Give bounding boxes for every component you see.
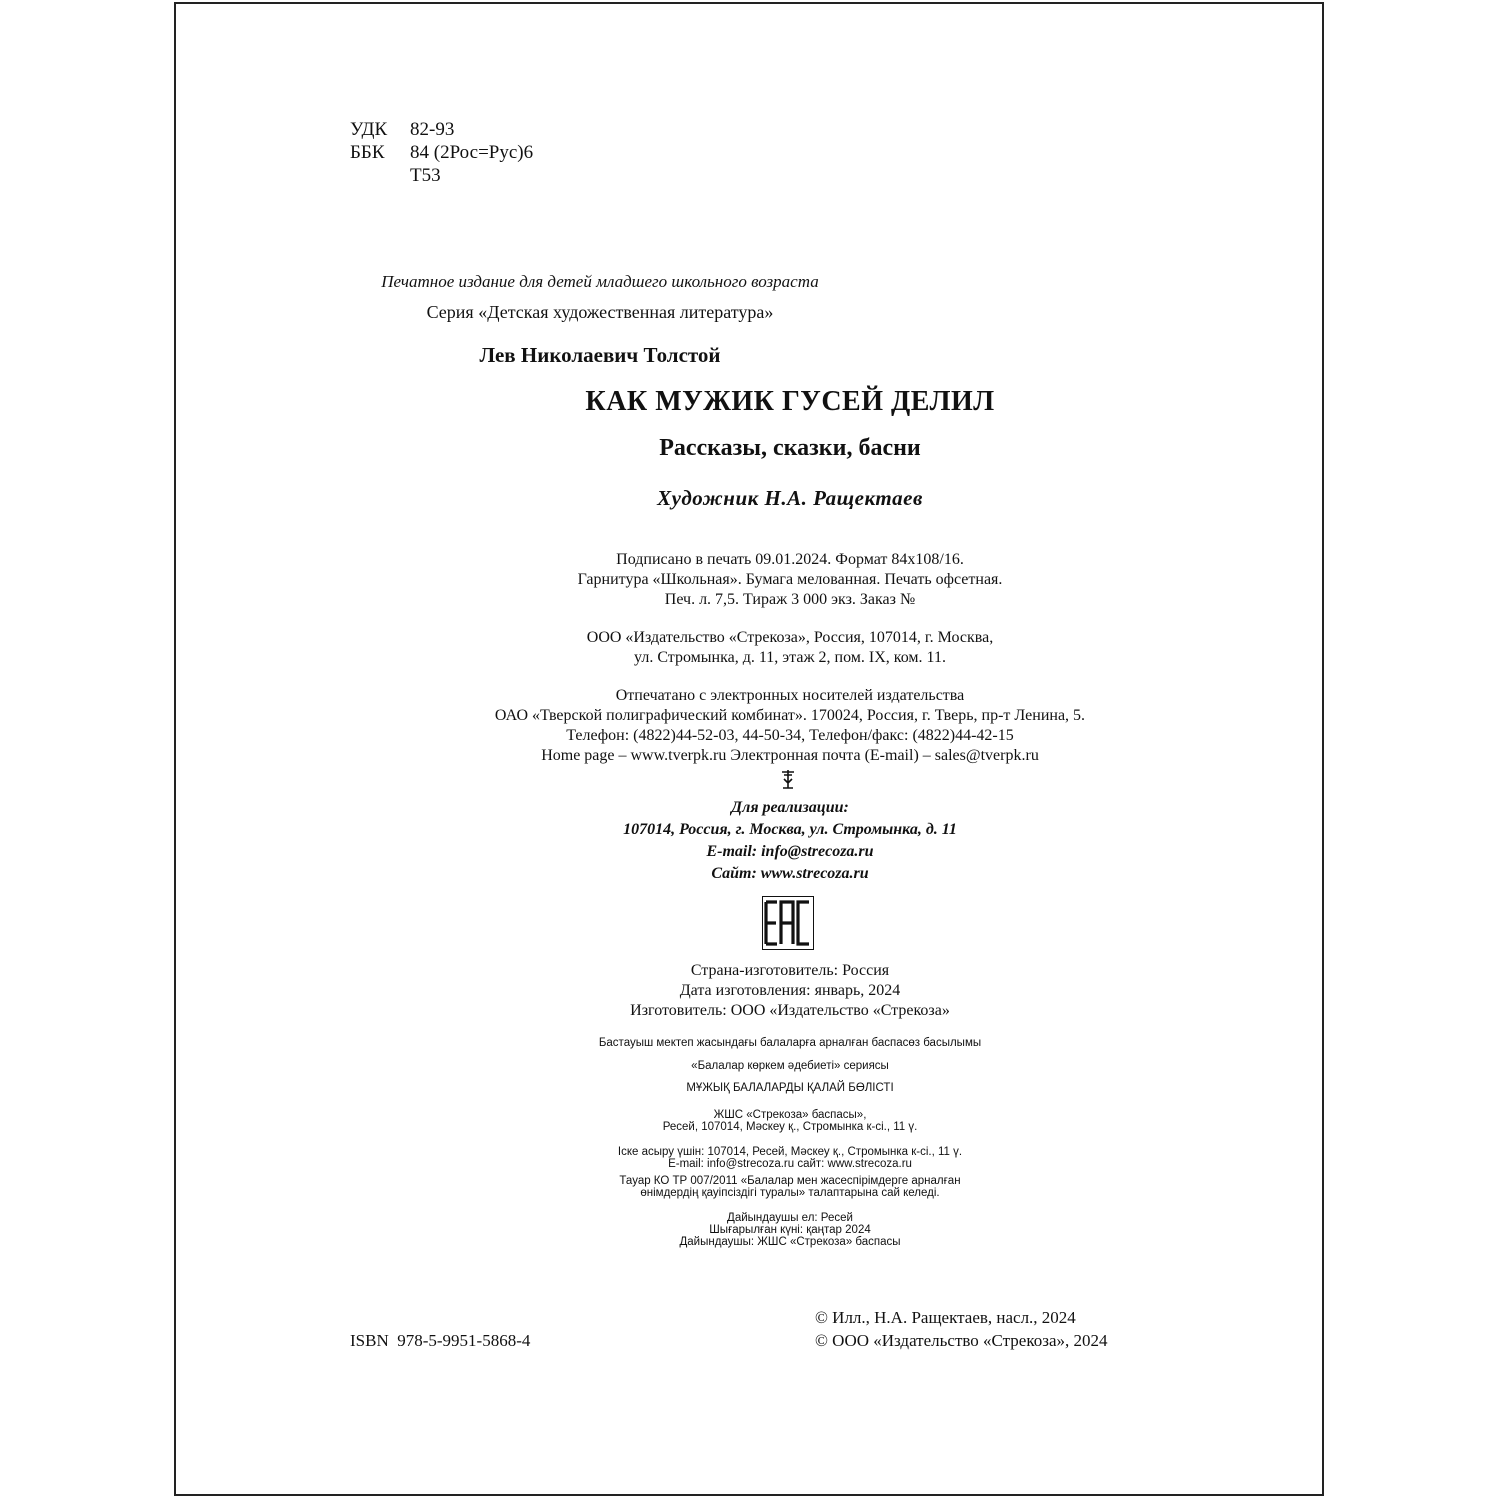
kazakh-manufacture: Шығарылған күні: қаңтар 2024 bbox=[709, 1224, 871, 1236]
sales-line: E-mail: info@strecoza.ru bbox=[706, 843, 874, 860]
bbk-value: 84 (2Рос=Рус)6 bbox=[410, 142, 534, 163]
printer-logo-icon bbox=[780, 769, 796, 789]
printer-line: Отпечатано с электронных носителей издательства bbox=[615, 687, 965, 704]
publisher-info bbox=[540, 628, 1040, 668]
bbk-label: ББК bbox=[350, 142, 385, 163]
kazakh-line: МҰЖЫҚ БАЛАЛАРДЫ ҚАЛАЙ БӨЛІСТІ bbox=[686, 1082, 894, 1094]
kazakh-block bbox=[490, 1037, 1090, 1248]
print-info-line: Подписано в печать 09.01.2024. Формат 84х108/16. bbox=[616, 551, 964, 568]
sales-line: Сайт: www.strecoza.ru bbox=[711, 865, 869, 882]
book-title: КАК МУЖИК ГУСЕЙ ДЕЛИЛ bbox=[585, 386, 995, 417]
sales-info bbox=[540, 797, 1040, 885]
kazakh-sales: E-mail: info@strecoza.ru сайт: www.strecoza.ru bbox=[668, 1158, 912, 1170]
kazakh-compliance: өнімдердің қауіпсіздігі туралы» талаптарына сай келеді. bbox=[640, 1187, 940, 1199]
kazakh-manufacture: Дайындаушы ел: Ресей bbox=[727, 1212, 853, 1224]
eac-mark-icon bbox=[762, 896, 814, 950]
printer-line: ОАО «Тверской полиграфический комбинат». 170024, Россия, г. Тверь, пр-т Ленина, 5. bbox=[494, 707, 1086, 724]
series-line: Серия «Детская художественная литература» bbox=[426, 302, 774, 322]
udk-label: УДК bbox=[350, 119, 388, 140]
author-mark: Т53 bbox=[410, 165, 441, 186]
printer-info bbox=[440, 686, 1140, 766]
book-subtitle: Рассказы, сказки, басни bbox=[659, 435, 921, 461]
kazakh-publisher: Ресей, 107014, Мәскеу қ., Стромынка к-сі., 11 ү. bbox=[662, 1121, 918, 1133]
publisher-line: ООО «Издательство «Стрекоза», Россия, 107014, г. Москва, bbox=[586, 629, 994, 646]
print-info-line: Печ. л. 7,5. Тираж 3 000 экз. Заказ № bbox=[664, 591, 916, 608]
kazakh-compliance: Тауар КО ТР 007/2011 «Балалар мен жасеспірімдерге арналған bbox=[619, 1175, 961, 1187]
printer-line: Телефон: (4822)44-52-03, 44-50-34, Телефон/факс: (4822)44-42-15 bbox=[566, 727, 1014, 744]
copyright-block bbox=[815, 1306, 1108, 1352]
kazakh-manufacture: Дайындаушы: ЖШС «Стрекоза» баспасы bbox=[679, 1236, 901, 1248]
isbn: ISBN 978-5-9951-5868-4 bbox=[350, 1331, 531, 1350]
print-info bbox=[540, 550, 1040, 610]
udk-value: 82-93 bbox=[410, 119, 455, 140]
kazakh-line: «Балалар көркем әдебиеті» сериясы bbox=[691, 1060, 889, 1072]
publisher-line: ул. Стромынка, д. 11, этаж 2, пом. IX, ком. 11. bbox=[634, 649, 946, 666]
printer-line: Home page – www.tverpk.ru Электронная почта (E-mail) – sales@tverpk.ru bbox=[541, 747, 1039, 764]
author-name: Лев Николаевич Толстой bbox=[479, 343, 721, 367]
svg-text:EAC: EAC bbox=[788, 949, 790, 950]
artist-credit: Художник Н.А. Ращектаев bbox=[657, 486, 923, 510]
manufacture-line: Дата изготовления: январь, 2024 bbox=[679, 982, 901, 999]
print-info-line: Гарнитура «Школьная». Бумага мелованная. Печать офсетная. bbox=[577, 571, 1003, 588]
manufacture-line: Страна-изготовитель: Россия bbox=[690, 962, 890, 979]
manufacture-info bbox=[540, 961, 1040, 1021]
copyright-line: © ООО «Издательство «Стрекоза», 2024 bbox=[815, 1331, 1108, 1350]
edition-type: Печатное издание для детей младшего школьного возраста bbox=[381, 272, 819, 291]
copyright-line: © Илл., Н.А. Ращектаев, насл., 2024 bbox=[815, 1308, 1076, 1327]
sales-line: Для реализации: bbox=[731, 799, 849, 816]
classification-codes bbox=[350, 118, 533, 187]
kazakh-line: Бастауыш мектеп жасындағы балаларға арналған баспасөз басылымы bbox=[598, 1037, 982, 1049]
kazakh-sales: Іске асыру үшін: 107014, Ресей, Мәскеу қ., Стромынка к-сі., 11 ү. bbox=[617, 1146, 963, 1158]
kazakh-publisher: ЖШС «Стрекоза» баспасы», bbox=[713, 1109, 867, 1121]
manufacture-line: Изготовитель: ООО «Издательство «Стрекоза» bbox=[630, 1002, 950, 1019]
sales-line: 107014, Россия, г. Москва, ул. Стромынка, д. 11 bbox=[623, 821, 957, 838]
